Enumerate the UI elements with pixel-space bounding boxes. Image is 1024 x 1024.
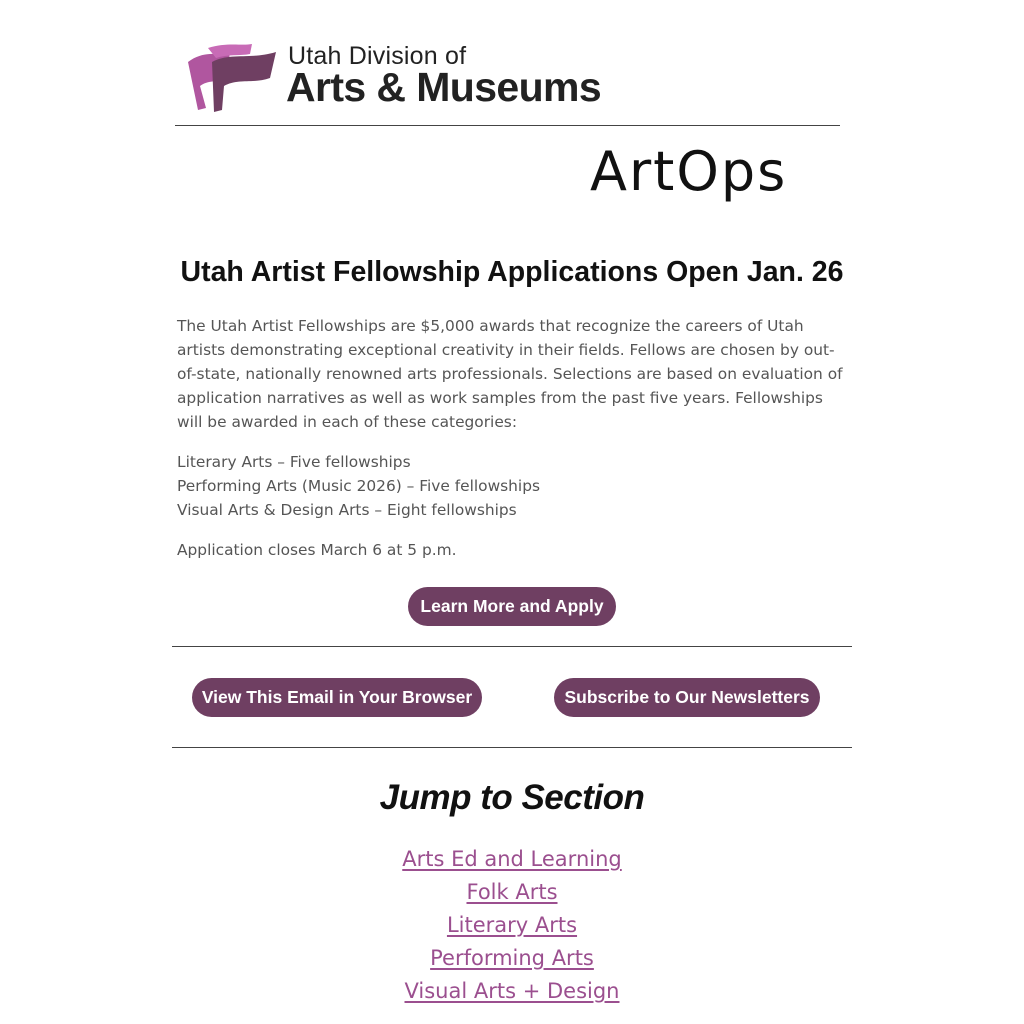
- view-in-browser-button[interactable]: View This Email in Your Browser: [192, 678, 482, 717]
- article-headline: Utah Artist Fellowship Applications Open Jan. 26: [180, 256, 844, 288]
- section-divider-bottom: [172, 747, 852, 748]
- header-divider: [175, 125, 840, 126]
- artops-wordmark: [590, 140, 834, 204]
- category-item: Performing Arts (Music 2026) – Five fellowships: [177, 477, 541, 495]
- jump-link-folk-arts[interactable]: Folk Arts: [466, 880, 558, 904]
- jump-link-item: [312, 942, 712, 975]
- section-divider-top: [172, 646, 852, 647]
- logo-text-line1: Utah Division of: [288, 42, 467, 70]
- jump-link-item: [312, 876, 712, 909]
- jump-link-item: [312, 843, 712, 876]
- jump-link-item: [312, 975, 712, 1008]
- jump-link-visual-arts[interactable]: Visual Arts + Design: [404, 979, 620, 1003]
- article-intro: The Utah Artist Fellowships are $5,000 awards that recognize the careers of Utah artists demonstrating exceptional creativity in their fields. Fellows are chosen by out-of-state, nationally renowned arts professionals. Selections are based on evaluation of application narratives as well as work samples from the past five years. Fellowships will be awarded in each of these categories:: [177, 317, 843, 431]
- jump-to-section-heading: Jump to Section: [379, 778, 645, 817]
- category-item: Literary Arts – Five fellowships: [177, 453, 411, 471]
- jump-link-item: [312, 909, 712, 942]
- jump-link-arts-ed[interactable]: Arts Ed and Learning: [402, 847, 622, 871]
- category-item: Visual Arts & Design Arts – Eight fellowships: [177, 501, 517, 519]
- fellowship-category-list: [177, 450, 847, 522]
- artops-title: ArtOps: [590, 140, 788, 203]
- learn-more-apply-button[interactable]: Learn More and Apply: [408, 587, 616, 626]
- logo-text-line2: Arts & Museums: [286, 64, 602, 110]
- brushstroke-flag-icon: [186, 40, 280, 114]
- uda-logo[interactable]: [186, 40, 606, 116]
- jump-link-literary-arts[interactable]: Literary Arts: [446, 913, 578, 937]
- jump-link-performing-arts[interactable]: Performing Arts: [430, 946, 594, 970]
- subscribe-newsletters-button[interactable]: Subscribe to Our Newsletters: [554, 678, 820, 717]
- application-deadline: Application closes March 6 at 5 p.m.: [177, 541, 457, 559]
- jump-links-list: [312, 843, 712, 1008]
